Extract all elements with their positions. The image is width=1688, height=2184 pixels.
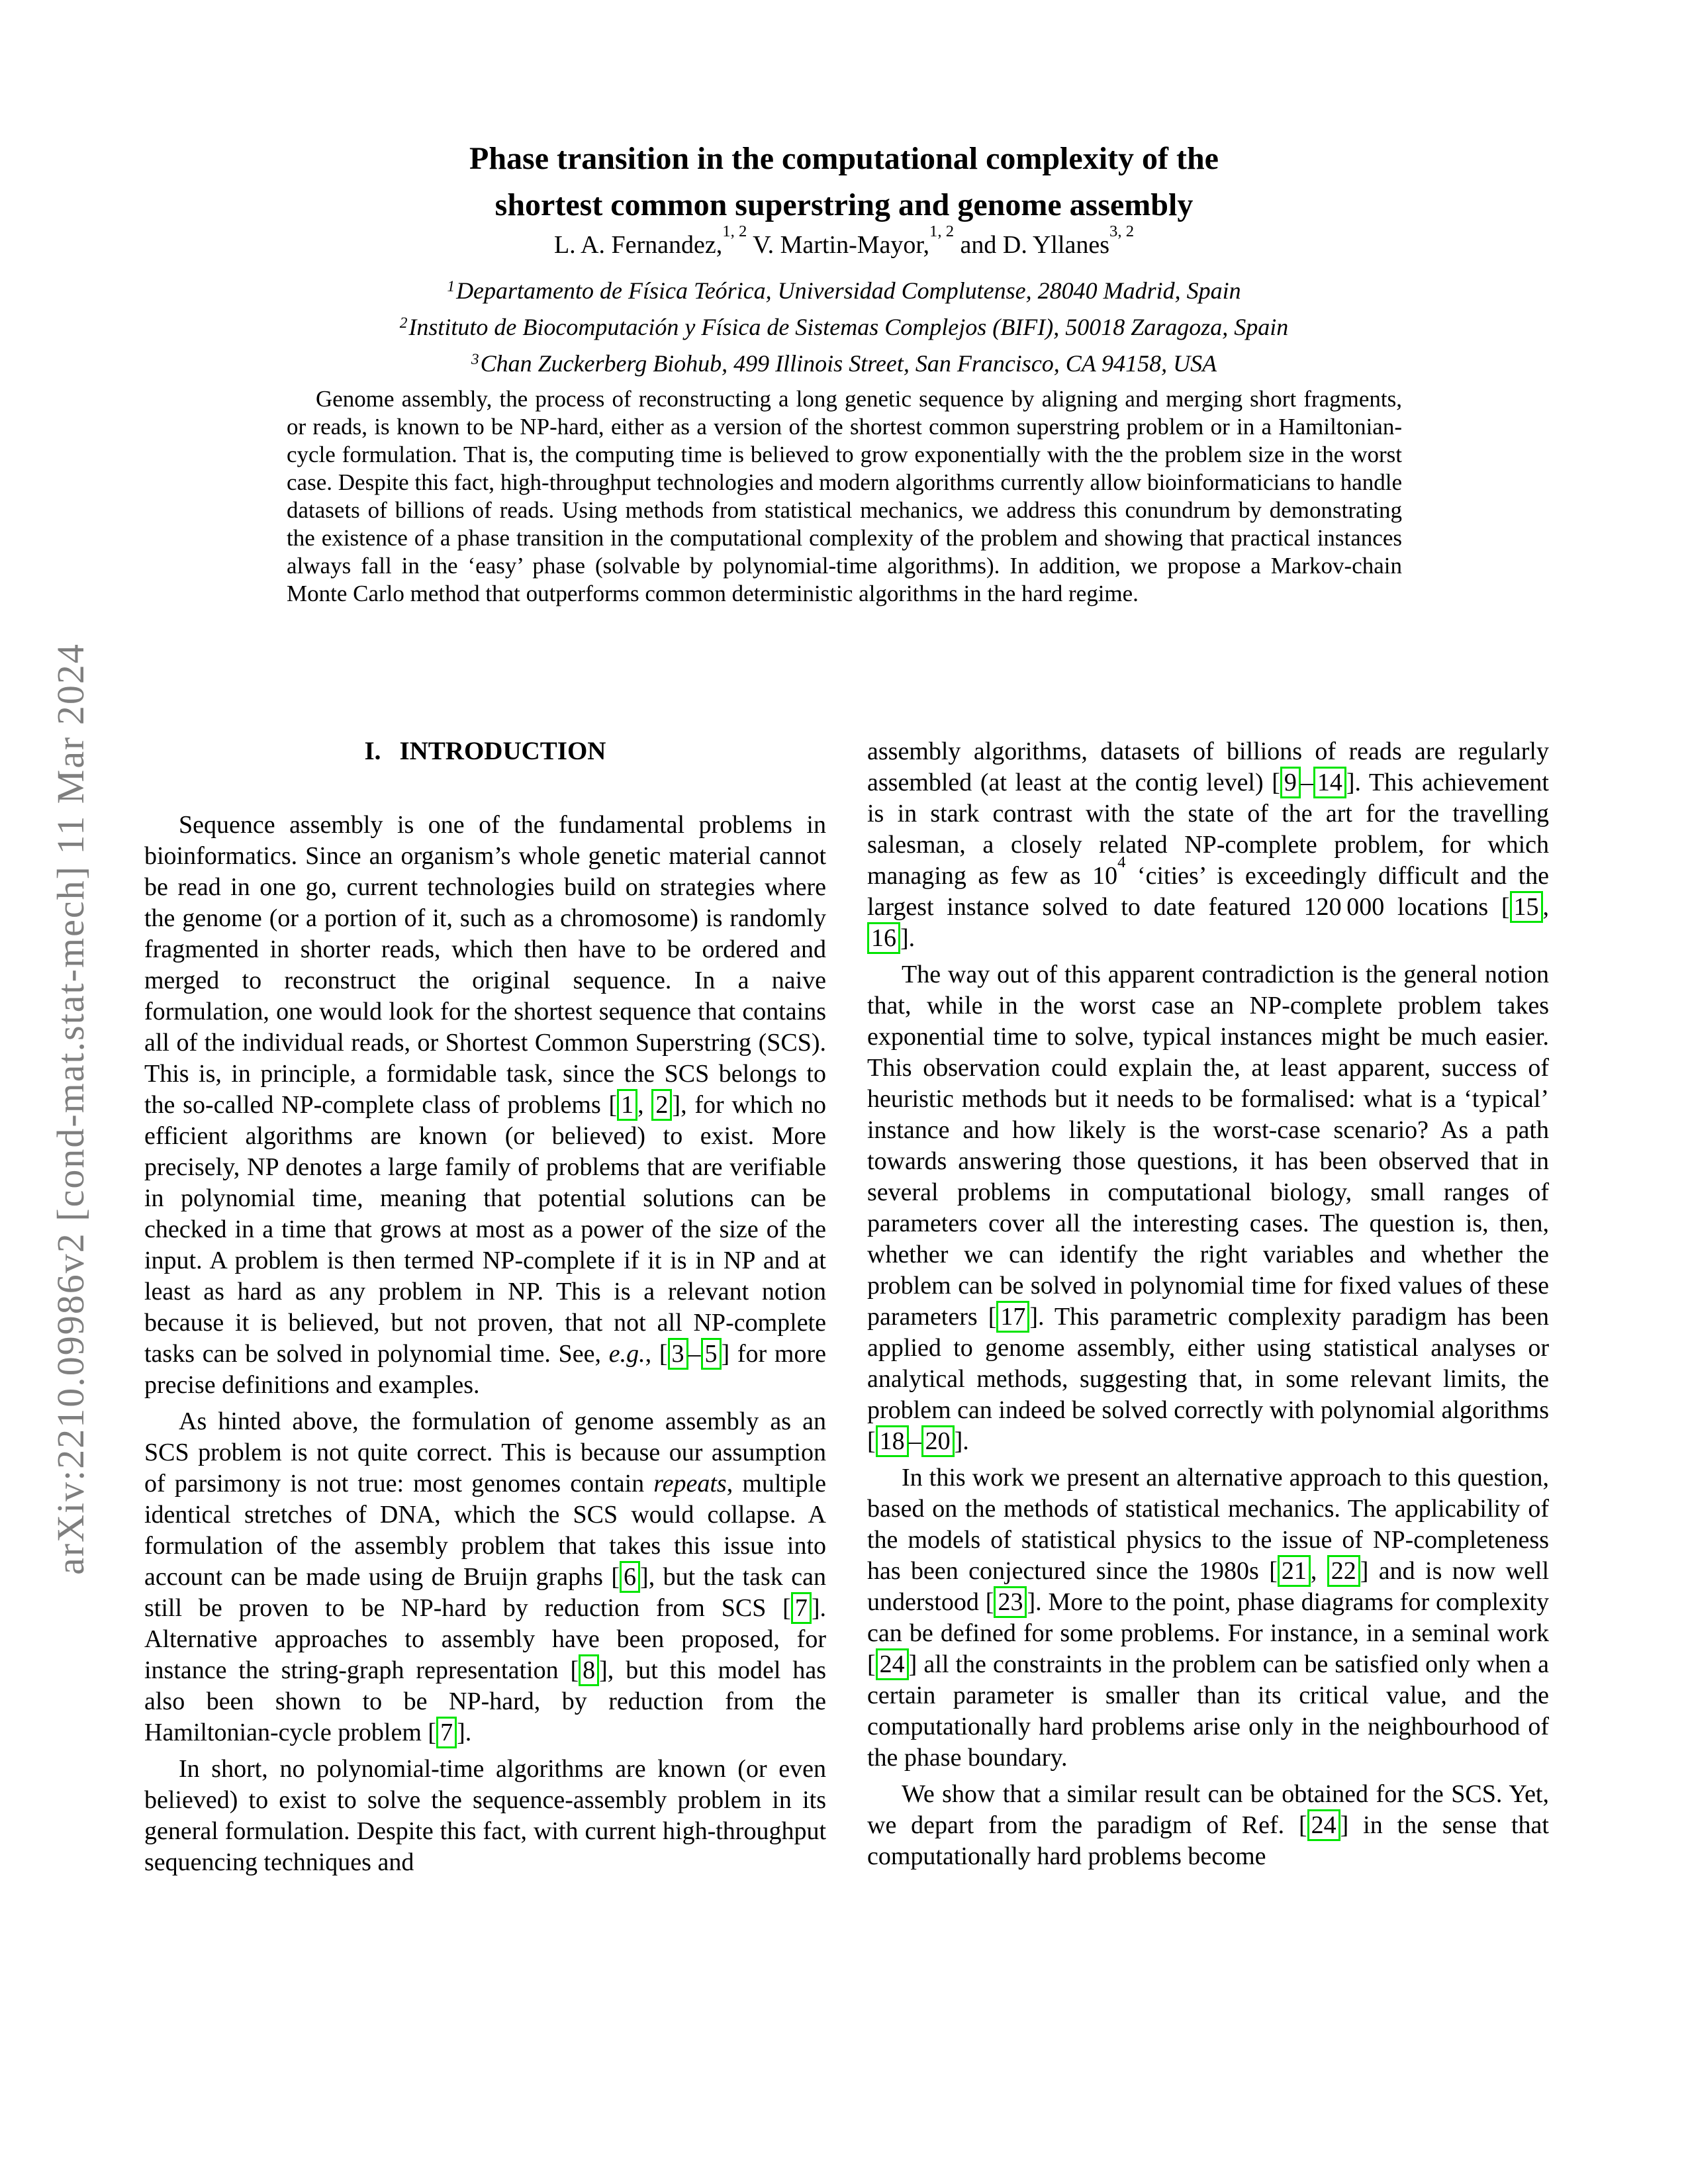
body-columns: [144, 736, 1549, 1883]
citation-link[interactable]: 8: [579, 1654, 599, 1686]
citation-link[interactable]: 3: [668, 1338, 688, 1370]
paragraph: Sequence assembly is one of the fundamental problems in bioinformatics. Since an organism’s whole genetic material cannot be read in one go, current technologies build on strategies where the genome (or a portion of it, such as a chromosome) is randomly fragmented in shorter reads, which then have to be ordered and merged to reconstruct the original sequence. In a naive formulation, one would look for the shortest sequence that contains all of the individual reads, or Shortest Common Superstring (SCS). This is, in principle, a formidable task, since the SCS belongs to the so-called NP-complete class of problems [ 1 , 2 ], for which no efficient algorithms are known (or believed) to exist. More precisely, NP denotes a large family of problems that are verifiable in polynomial time, meaning that potential solutions can be checked in a time that grows at most as a power of the size of the input. A problem is then termed NP-complete if it is in NP and at least as hard as any problem in NP. This is a relevant notion because it is believed, but not proven, that not all NP-complete tasks can be solved in polynomial time. See, e.g., [ 3 – 5 ] for more precise definitions and examples.: [144, 811, 827, 1399]
right-column: [867, 736, 1549, 1883]
authors-line: L. A. Fernandez,$^{1, 2}$ V. Martin-Mayor,$^{1, 2}$ and D. Yllanes$^{3, 2}$: [553, 222, 1135, 259]
italic-text: repeats: [653, 1470, 727, 1497]
affiliation-number: 1: [447, 278, 455, 295]
paragraph: In short, no polynomial-time algorithms are known (or even believed) to exist to solve the sequence-assembly problem in its general formulation. Despite this fact, with current high-throughput sequencing techniques and: [144, 1755, 826, 1876]
italic-text: e.g.: [608, 1340, 645, 1368]
superscript: 4: [1117, 853, 1126, 872]
paragraph: We show that a similar result can be obtained for the SCS. Yet, we depart from the paradigm of Ref. [ 24 ] in the sense that computationally hard problems become: [867, 1780, 1549, 1870]
section-heading-introduction: [144, 736, 826, 766]
citation-link[interactable]: 6: [620, 1561, 640, 1593]
section-number: I.: [364, 737, 381, 765]
superscript: 3, 2: [1109, 222, 1135, 241]
citation-link[interactable]: 24: [1307, 1809, 1340, 1841]
affiliation-line: [0, 270, 1688, 307]
citation-link[interactable]: 5: [701, 1338, 722, 1370]
affiliation-number: 2: [399, 314, 408, 332]
paragraph: As hinted above, the formulation of genome assembly as an SCS problem is not quite correct. This is because our assumption of parsimony is not true: most genomes contain repeats, multiple identical stretches of DNA, which the SCS would collapse. A formulation of the assembly problem that takes this issue into account can be made using de Bruijn graphs [ 6 ], but the task can still be proven to be NP-hard by reduction from SCS [ 7 ]. Alternative approaches to assembly have been proposed, for instance the string-graph representation [ 8 ], but this model has also been shown to be NP-hard, by reduction from the Hamiltonian-cycle problem [ 7 ].: [144, 1406, 826, 1748]
citation-link[interactable]: 22: [1327, 1555, 1360, 1587]
affiliation-text: Instituto de Biocomputación y Física de Sistemas Complejos (BIFI), 50018 Zaragoza, Spain: [408, 314, 1289, 340]
citation-link[interactable]: 23: [994, 1586, 1027, 1618]
citation-link[interactable]: 2: [651, 1089, 672, 1121]
affiliation-line: [0, 343, 1688, 379]
paper-title: [0, 136, 1688, 228]
section-title: INTRODUCTION: [399, 737, 606, 765]
citation-link[interactable]: 21: [1278, 1555, 1311, 1587]
citation-link[interactable]: 7: [436, 1717, 457, 1748]
affiliation-number: 3: [471, 351, 479, 368]
affiliation-line: [0, 307, 1688, 343]
citation-link[interactable]: 9: [1280, 767, 1301, 798]
citation-link[interactable]: 17: [996, 1301, 1029, 1333]
paper-title-line-1: Phase transition in the computational complexity of the: [469, 141, 1219, 176]
abstract: Genome assembly, the process of reconstructing a long genetic sequence by aligning and merging short fragments, or reads, is known to be NP-hard, either as a version of the shortest common superstring problem or in a Hamiltonian-cycle formulation. That is, the computing time is believed to grow exponentially with the the problem size in the worst case. Despite this fact, high-throughput technologies and modern algorithms currently allow bioinformaticians to handle datasets of billions of reads. Using methods from statistical mechanics, we address this conundrum by demonstrating the existence of a phase transition in the computational complexity of the problem and showing that practical instances always fall in the ‘easy’ phase (solvable by polynomial-time algorithms). In addition, we propose a Markov-chain Monte Carlo method that outperforms common deterministic algorithms in the hard regime.: [287, 386, 1402, 606]
citation-link[interactable]: 20: [921, 1425, 955, 1457]
citation-link[interactable]: 14: [1313, 767, 1346, 798]
citation-link[interactable]: 7: [791, 1592, 812, 1624]
affiliation-text: Departamento de Física Teórica, Universidad Complutense, 28040 Madrid, Spain: [456, 277, 1241, 304]
citation-link[interactable]: 16: [867, 922, 900, 954]
superscript: 1, 2: [929, 222, 955, 241]
paper-title-line-2: shortest common superstring and genome assembly: [494, 187, 1194, 222]
citation-link[interactable]: 15: [1510, 891, 1543, 923]
paragraph: In this work we present an alternative approach to this question, based on the methods of statistical mechanics. The applicability of the models of statistical physics to the issue of NP-completeness has been conjectured since the 1980s [ 21 , 22 ] and is now well understood [ 23 ]. More to the point, phase diagrams for complexity can be defined for some problems. For instance, in a seminal work [ 24 ] all the constraints in the problem can be satisfied only when a certain parameter is smaller than its critical value, and the computationally hard problems arise only in the neighbourhood of the phase boundary.: [867, 1464, 1550, 1772]
left-column: [144, 736, 826, 1883]
superscript: 1, 2: [722, 222, 747, 241]
citation-link[interactable]: 18: [876, 1425, 909, 1457]
paragraph: The way out of this apparent contradiction is the general notion that, while in the worst case an NP-complete problem takes exponential time to solve, typical instances might be much easier. This observation could explain the, at least apparent, success of heuristic methods but it needs to be formalised: what is a ‘typical’ instance and how likely is the worst-case scenario? As a path towards answering those questions, it has been observed that in several problems in computational biology, small ranges of parameters cover all the interesting cases. The question is, then, whether we can identify the right variables and whether the problem can be solved in polynomial time for fixed values of these parameters [ 17 ]. This parametric complexity paradigm has been applied to genome assembly, either using statistical analyses or analytical methods, suggesting that, in some relevant limits, the problem can indeed be solved correctly with polynomial algorithms [ 18 – 20 ].: [867, 959, 1549, 1457]
paragraph: assembly algorithms, datasets of billions of reads are regularly assembled (at least at the contig level) [ 9 – 14 ]. This achievement is in stark contrast with the state of the art for the travelling salesman, a closely related NP-complete problem, for which managing as few as $10^4$ ‘cities’ is exceedingly difficult and the largest instance solved to date featured 120 000 locations [ 15 , 16 ].: [867, 736, 1549, 954]
affiliation-text: Chan Zuckerberg Biohub, 499 Illinois Street, San Francisco, CA 94158, USA: [480, 350, 1217, 377]
citation-link[interactable]: 1: [617, 1089, 637, 1121]
citation-link[interactable]: 24: [876, 1648, 909, 1680]
arxiv-watermark: arXiv:2210.09986v2 [cond-mat.stat-mech] 11 Mar 2024: [49, 643, 92, 1575]
affiliations: [0, 270, 1688, 379]
